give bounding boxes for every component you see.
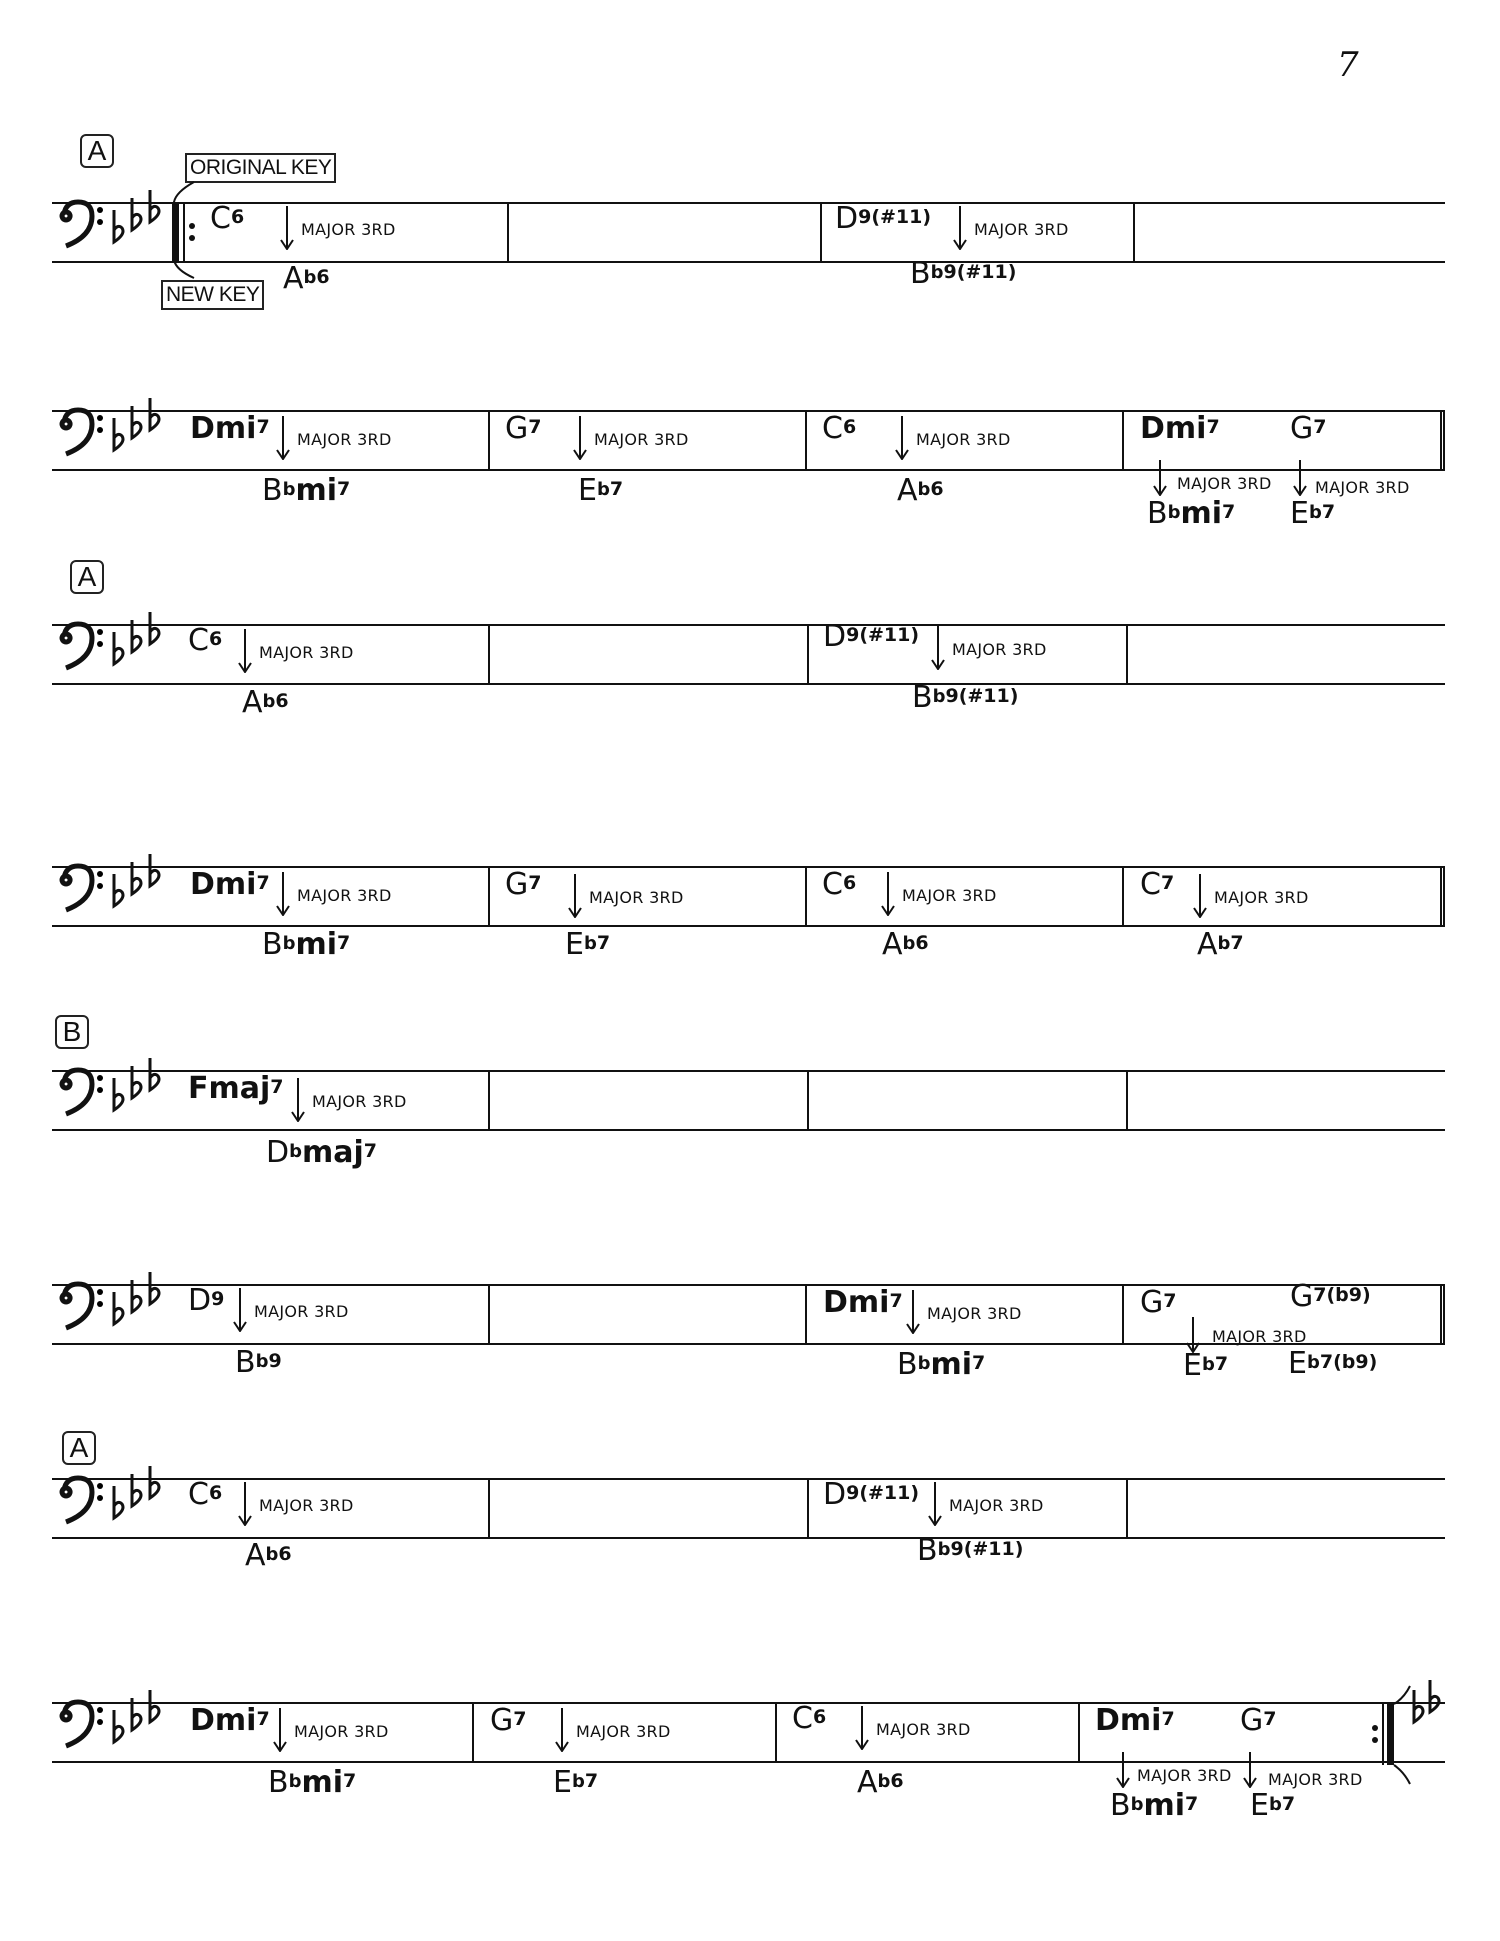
rehearsal-mark-a: A <box>62 1431 96 1465</box>
barline <box>775 1704 777 1761</box>
chord-extension: 6 <box>930 478 944 500</box>
chord-root: C <box>792 1701 813 1736</box>
rehearsal-mark-a: A <box>70 560 104 594</box>
chord-symbol <box>822 867 857 902</box>
chord-extension: 9(#11) <box>846 1482 920 1504</box>
chord-root: B <box>897 1347 918 1382</box>
chord-symbol <box>262 473 351 508</box>
chord-symbol <box>1183 1348 1229 1383</box>
chord-extension: 7 <box>584 1770 599 1792</box>
chord-extension: 6 <box>208 628 223 650</box>
chord-extension: 7 <box>256 872 270 894</box>
original-key-box: ORIGINAL KEY <box>185 153 336 183</box>
chord-quality: mi <box>301 1765 344 1800</box>
chord-extension: 9(#11) <box>950 1538 1024 1560</box>
chord-symbol <box>190 867 270 902</box>
chord-symbol <box>283 261 330 296</box>
barline <box>488 1286 490 1343</box>
chord-extension: 7 <box>528 872 542 894</box>
chord-symbol <box>242 685 289 720</box>
chord-extension: 7 <box>1214 1353 1229 1375</box>
chord-root: Dmi <box>1095 1703 1162 1738</box>
chord-extension: 6 <box>890 1770 904 1792</box>
chord-root: A <box>242 685 263 720</box>
down-arrow-icon <box>232 1288 248 1332</box>
double-barline <box>1440 412 1445 469</box>
chord-symbol <box>1147 496 1236 531</box>
chord-root: C <box>210 201 231 236</box>
chord-symbol <box>190 411 270 446</box>
chord-root: E <box>565 927 584 962</box>
barline <box>1126 1480 1128 1537</box>
staff-row <box>52 202 1445 263</box>
down-arrow-icon <box>854 1706 870 1750</box>
chord-flat: b <box>902 933 916 954</box>
chord-symbol <box>835 201 932 236</box>
chord-root: C <box>822 867 843 902</box>
down-arrow-icon <box>1185 1317 1201 1353</box>
interval-label: MAJOR 3RD <box>301 220 396 239</box>
interval-label: MAJOR 3RD <box>312 1092 407 1111</box>
chord-quality: maj <box>302 1135 364 1170</box>
chord-extension: 7 <box>609 478 624 500</box>
barline <box>472 1704 474 1761</box>
interval-label: MAJOR 3RD <box>297 430 392 449</box>
barline <box>488 868 490 925</box>
interval-label: MAJOR 3RD <box>902 886 997 905</box>
chord-root: A <box>897 473 918 508</box>
chord-symbol <box>882 927 929 962</box>
barline <box>488 1072 490 1129</box>
chord-extension: 6 <box>812 1706 827 1728</box>
chord-symbol <box>1140 411 1220 446</box>
chord-symbol <box>505 867 542 902</box>
chord-flat: b <box>303 267 317 288</box>
down-arrow-icon <box>272 1708 288 1752</box>
chord-symbol <box>553 1765 599 1800</box>
chord-flat: b <box>255 1351 269 1372</box>
chord-symbol <box>1290 496 1336 531</box>
chord-extension: 7 <box>1321 501 1336 523</box>
chord-extension: 6 <box>208 1482 223 1504</box>
chord-extension: 7 <box>1230 932 1244 954</box>
chord-root: B <box>262 927 283 962</box>
interval-label: MAJOR 3RD <box>259 643 354 662</box>
interval-label: MAJOR 3RD <box>927 1304 1022 1323</box>
chord-extension: 7 <box>1313 416 1327 438</box>
chord-root: Dmi <box>823 1285 890 1320</box>
interval-label: MAJOR 3RD <box>1268 1770 1363 1789</box>
interval-label: MAJOR 3RD <box>594 430 689 449</box>
down-arrow-icon <box>905 1290 921 1334</box>
double-barline <box>1440 1286 1445 1343</box>
interval-label: MAJOR 3RD <box>916 430 1011 449</box>
bass-clef-key-signature-icon <box>52 392 172 492</box>
chord-root: A <box>857 1765 878 1800</box>
chord-flat: b <box>930 262 944 283</box>
chord-root: B <box>262 473 283 508</box>
chord-extension: 7 <box>1160 872 1175 894</box>
down-arrow-icon <box>930 626 946 670</box>
interval-label: MAJOR 3RD <box>254 1302 349 1321</box>
chord-root: D <box>266 1135 290 1170</box>
barline <box>507 204 509 261</box>
barline <box>805 868 807 925</box>
interval-label: MAJOR 3RD <box>1214 888 1309 907</box>
chord-flat: b <box>932 686 946 707</box>
chord-symbol <box>1110 1788 1199 1823</box>
chord-symbol <box>245 1538 292 1573</box>
chord-root: Dmi <box>190 867 257 902</box>
chord-root: Fmaj <box>188 1071 271 1106</box>
down-arrow-icon <box>237 629 253 673</box>
chord-extension: 6 <box>915 932 929 954</box>
chord-root: G <box>1290 1279 1314 1314</box>
chord-symbol <box>917 1533 1024 1568</box>
chord-quality: mi <box>1180 496 1223 531</box>
chord-symbol <box>1095 1703 1175 1738</box>
chord-root: E <box>1183 1348 1202 1383</box>
chord-root: G <box>490 1703 514 1738</box>
down-arrow-icon <box>279 206 295 250</box>
interval-label: MAJOR 3RD <box>1315 478 1410 497</box>
chord-root: C <box>822 411 843 446</box>
chord-flat: b <box>1308 502 1322 523</box>
chord-extension: 6 <box>316 266 330 288</box>
chord-extension: 7 <box>596 932 611 954</box>
barline <box>805 412 807 469</box>
barline <box>1126 626 1128 683</box>
chord-extension: 7 <box>528 416 542 438</box>
chord-flat: b <box>262 691 276 712</box>
chord-symbol <box>1290 1279 1371 1314</box>
chord-extension: 7 <box>343 1770 357 1792</box>
chord-flat: b <box>282 933 296 954</box>
chord-root: D <box>823 619 847 654</box>
interval-label: MAJOR 3RD <box>1177 474 1272 493</box>
chord-symbol <box>1140 1285 1177 1320</box>
bass-clef-key-signature-icon <box>52 184 172 284</box>
chord-flat: b <box>917 1353 931 1374</box>
chord-flat: b <box>1130 1794 1144 1815</box>
chord-extension: 7 <box>889 1290 903 1312</box>
chord-symbol <box>1140 867 1175 902</box>
chord-root: A <box>1197 927 1218 962</box>
chord-flat: b <box>877 1771 891 1792</box>
down-arrow-icon <box>1292 460 1308 496</box>
chord-root: E <box>1288 1346 1307 1381</box>
chord-flat: b <box>265 1544 279 1565</box>
chord-extension: 7 <box>256 1708 270 1730</box>
down-arrow-icon <box>237 1482 253 1526</box>
barline <box>807 1072 809 1129</box>
down-arrow-icon <box>572 416 588 460</box>
down-arrow-icon <box>927 1482 943 1526</box>
chord-symbol <box>505 411 542 446</box>
repeat-start-icon <box>170 202 210 263</box>
interval-label: MAJOR 3RD <box>974 220 1069 239</box>
chord-root: D <box>835 201 859 236</box>
chord-symbol <box>188 623 223 658</box>
chord-extension: 6 <box>275 690 289 712</box>
barline <box>488 626 490 683</box>
chord-extension: 9(#11) <box>846 624 920 646</box>
barline <box>488 1480 490 1537</box>
chord-symbol <box>188 1071 284 1106</box>
chord-flat: b <box>937 1539 951 1560</box>
chord-symbol <box>897 1347 986 1382</box>
chord-root: Dmi <box>190 1703 257 1738</box>
barline <box>1126 1072 1128 1129</box>
chord-root: E <box>1250 1788 1269 1823</box>
bass-clef-key-signature-icon <box>52 1460 172 1560</box>
down-arrow-icon <box>952 206 968 250</box>
chord-symbol <box>1250 1788 1296 1823</box>
chord-root: C <box>188 1477 209 1512</box>
interval-label: MAJOR 3RD <box>1137 1766 1232 1785</box>
down-arrow-icon <box>894 416 910 460</box>
chord-root: C <box>188 623 209 658</box>
down-arrow-icon <box>275 872 291 916</box>
chord-extension: 7 <box>1222 501 1236 523</box>
interval-label: MAJOR 3RD <box>949 1496 1044 1515</box>
chord-symbol <box>578 473 624 508</box>
interval-label: MAJOR 3RD <box>1212 1327 1307 1346</box>
chord-root: A <box>882 927 903 962</box>
chord-symbol <box>188 1283 225 1318</box>
barline <box>1078 1704 1080 1761</box>
chord-symbol <box>490 1703 527 1738</box>
chord-extension: 7 <box>256 416 270 438</box>
chord-root: Dmi <box>190 411 257 446</box>
chord-flat: b <box>1201 1354 1215 1375</box>
barline <box>805 1286 807 1343</box>
barline <box>820 204 822 261</box>
chord-flat: b <box>917 479 931 500</box>
chord-flat: b <box>583 933 597 954</box>
chord-symbol <box>897 473 944 508</box>
chord-extension: 7 <box>1263 1708 1277 1730</box>
chord-symbol <box>823 1285 903 1320</box>
chord-extension: 6 <box>278 1543 292 1565</box>
chord-root: G <box>1290 411 1314 446</box>
chord-extension: 7 <box>1185 1793 1199 1815</box>
barline <box>807 626 809 683</box>
chord-root: E <box>1290 496 1309 531</box>
double-barline <box>1440 868 1445 925</box>
chord-extension: 7 <box>337 932 351 954</box>
barline <box>1122 412 1124 469</box>
chord-quality: mi <box>295 927 338 962</box>
rehearsal-mark-b: B <box>55 1015 89 1049</box>
chord-extension: 7 <box>363 1140 378 1162</box>
chord-extension: 9(#11) <box>858 206 932 228</box>
interval-label: MAJOR 3RD <box>952 640 1047 659</box>
chord-root: A <box>245 1538 266 1573</box>
chord-root: B <box>1110 1788 1131 1823</box>
chord-extension: 6 <box>842 416 857 438</box>
chord-symbol <box>262 927 351 962</box>
bass-clef-key-signature-icon <box>52 606 172 706</box>
chord-root: Dmi <box>1140 411 1207 446</box>
chord-flat: b <box>1167 502 1181 523</box>
chord-root: A <box>283 261 304 296</box>
barline <box>1122 868 1124 925</box>
down-arrow-icon <box>1115 1752 1131 1788</box>
bass-clef-key-signature-icon <box>52 848 172 948</box>
barline <box>1133 204 1135 261</box>
chord-extension: 7(b9) <box>1313 1284 1371 1306</box>
chord-root: C <box>1140 867 1161 902</box>
chord-extension: 9 <box>268 1350 282 1372</box>
new-key-box: NEW KEY <box>161 280 264 310</box>
down-arrow-icon <box>880 872 896 916</box>
chord-extension: 7 <box>337 478 351 500</box>
chord-flat: b <box>571 1771 585 1792</box>
down-arrow-icon <box>554 1708 570 1752</box>
interval-label: MAJOR 3RD <box>294 1722 389 1741</box>
chord-flat: b <box>282 479 296 500</box>
down-arrow-icon <box>1152 460 1168 496</box>
interval-label: MAJOR 3RD <box>297 886 392 905</box>
chord-root: B <box>268 1765 289 1800</box>
chord-root: B <box>912 680 933 715</box>
chord-root: G <box>505 867 529 902</box>
chord-quality: mi <box>930 1347 973 1382</box>
chord-extension: 6 <box>230 206 245 228</box>
chord-extension: 7 <box>1206 416 1220 438</box>
chord-symbol <box>823 619 920 654</box>
chord-flat: b <box>288 1771 302 1792</box>
chord-extension: 9(#11) <box>945 685 1019 707</box>
interval-label: MAJOR 3RD <box>259 1496 354 1515</box>
chord-root: G <box>1140 1285 1164 1320</box>
down-arrow-icon <box>1242 1752 1258 1788</box>
chord-extension: 7 <box>270 1076 284 1098</box>
chord-extension: 7 <box>1281 1793 1296 1815</box>
bass-clef-key-signature-icon <box>52 1052 172 1152</box>
chord-root: D <box>823 1477 847 1512</box>
down-arrow-icon <box>275 416 291 460</box>
chord-symbol <box>210 201 245 236</box>
chord-root: G <box>1240 1703 1264 1738</box>
chord-symbol <box>565 927 611 962</box>
chord-root: G <box>505 411 529 446</box>
chord-extension: 9(#11) <box>943 261 1017 283</box>
interval-label: MAJOR 3RD <box>589 888 684 907</box>
chord-symbol <box>190 1703 270 1738</box>
chord-root: B <box>910 256 931 291</box>
chord-root: E <box>578 473 597 508</box>
barline <box>488 412 490 469</box>
chord-quality: mi <box>1143 1788 1186 1823</box>
chord-flat: b <box>1217 933 1231 954</box>
chord-root: B <box>1147 496 1168 531</box>
chord-flat: b <box>289 1141 302 1162</box>
chord-quality: mi <box>295 473 338 508</box>
chord-symbol <box>912 680 1019 715</box>
barline <box>807 1480 809 1537</box>
repeat-end-icon <box>1370 1672 1450 1792</box>
down-arrow-icon <box>1192 874 1208 918</box>
chord-symbol <box>1240 1703 1277 1738</box>
chord-flat: b <box>1268 1794 1282 1815</box>
barline <box>1122 1286 1124 1343</box>
chord-root: B <box>235 1345 256 1380</box>
chord-symbol <box>910 256 1017 291</box>
chord-symbol <box>823 1477 920 1512</box>
down-arrow-icon <box>567 874 583 918</box>
chord-symbol <box>857 1765 904 1800</box>
chord-symbol <box>1197 927 1244 962</box>
down-arrow-icon <box>290 1078 306 1122</box>
bass-clef-key-signature-icon <box>52 1684 172 1784</box>
chord-symbol <box>188 1477 223 1512</box>
interval-label: MAJOR 3RD <box>576 1722 671 1741</box>
chord-extension: 6 <box>842 872 857 894</box>
chord-flat: b <box>1306 1352 1320 1373</box>
chord-extension: 7 <box>513 1708 527 1730</box>
bass-clef-key-signature-icon <box>52 1266 172 1366</box>
chord-extension: 7 <box>972 1352 986 1374</box>
chord-symbol <box>268 1765 357 1800</box>
chord-root: E <box>553 1765 572 1800</box>
chord-symbol <box>792 1701 827 1736</box>
chord-flat: b <box>596 479 610 500</box>
chord-symbol <box>266 1135 378 1170</box>
chord-root: D <box>188 1283 212 1318</box>
chord-extension: 9 <box>211 1288 225 1310</box>
rehearsal-mark-a: A <box>80 134 114 168</box>
chord-symbol <box>822 411 857 446</box>
chord-extension: 7(b9) <box>1319 1351 1378 1373</box>
chord-root: B <box>917 1533 938 1568</box>
chord-extension: 7 <box>1161 1708 1175 1730</box>
chord-extension: 7 <box>1163 1290 1177 1312</box>
chord-symbol <box>1290 411 1327 446</box>
page-number: 7 <box>1337 45 1359 85</box>
interval-label: MAJOR 3RD <box>876 1720 971 1739</box>
chord-symbol <box>1288 1346 1378 1381</box>
chord-symbol <box>235 1345 282 1380</box>
